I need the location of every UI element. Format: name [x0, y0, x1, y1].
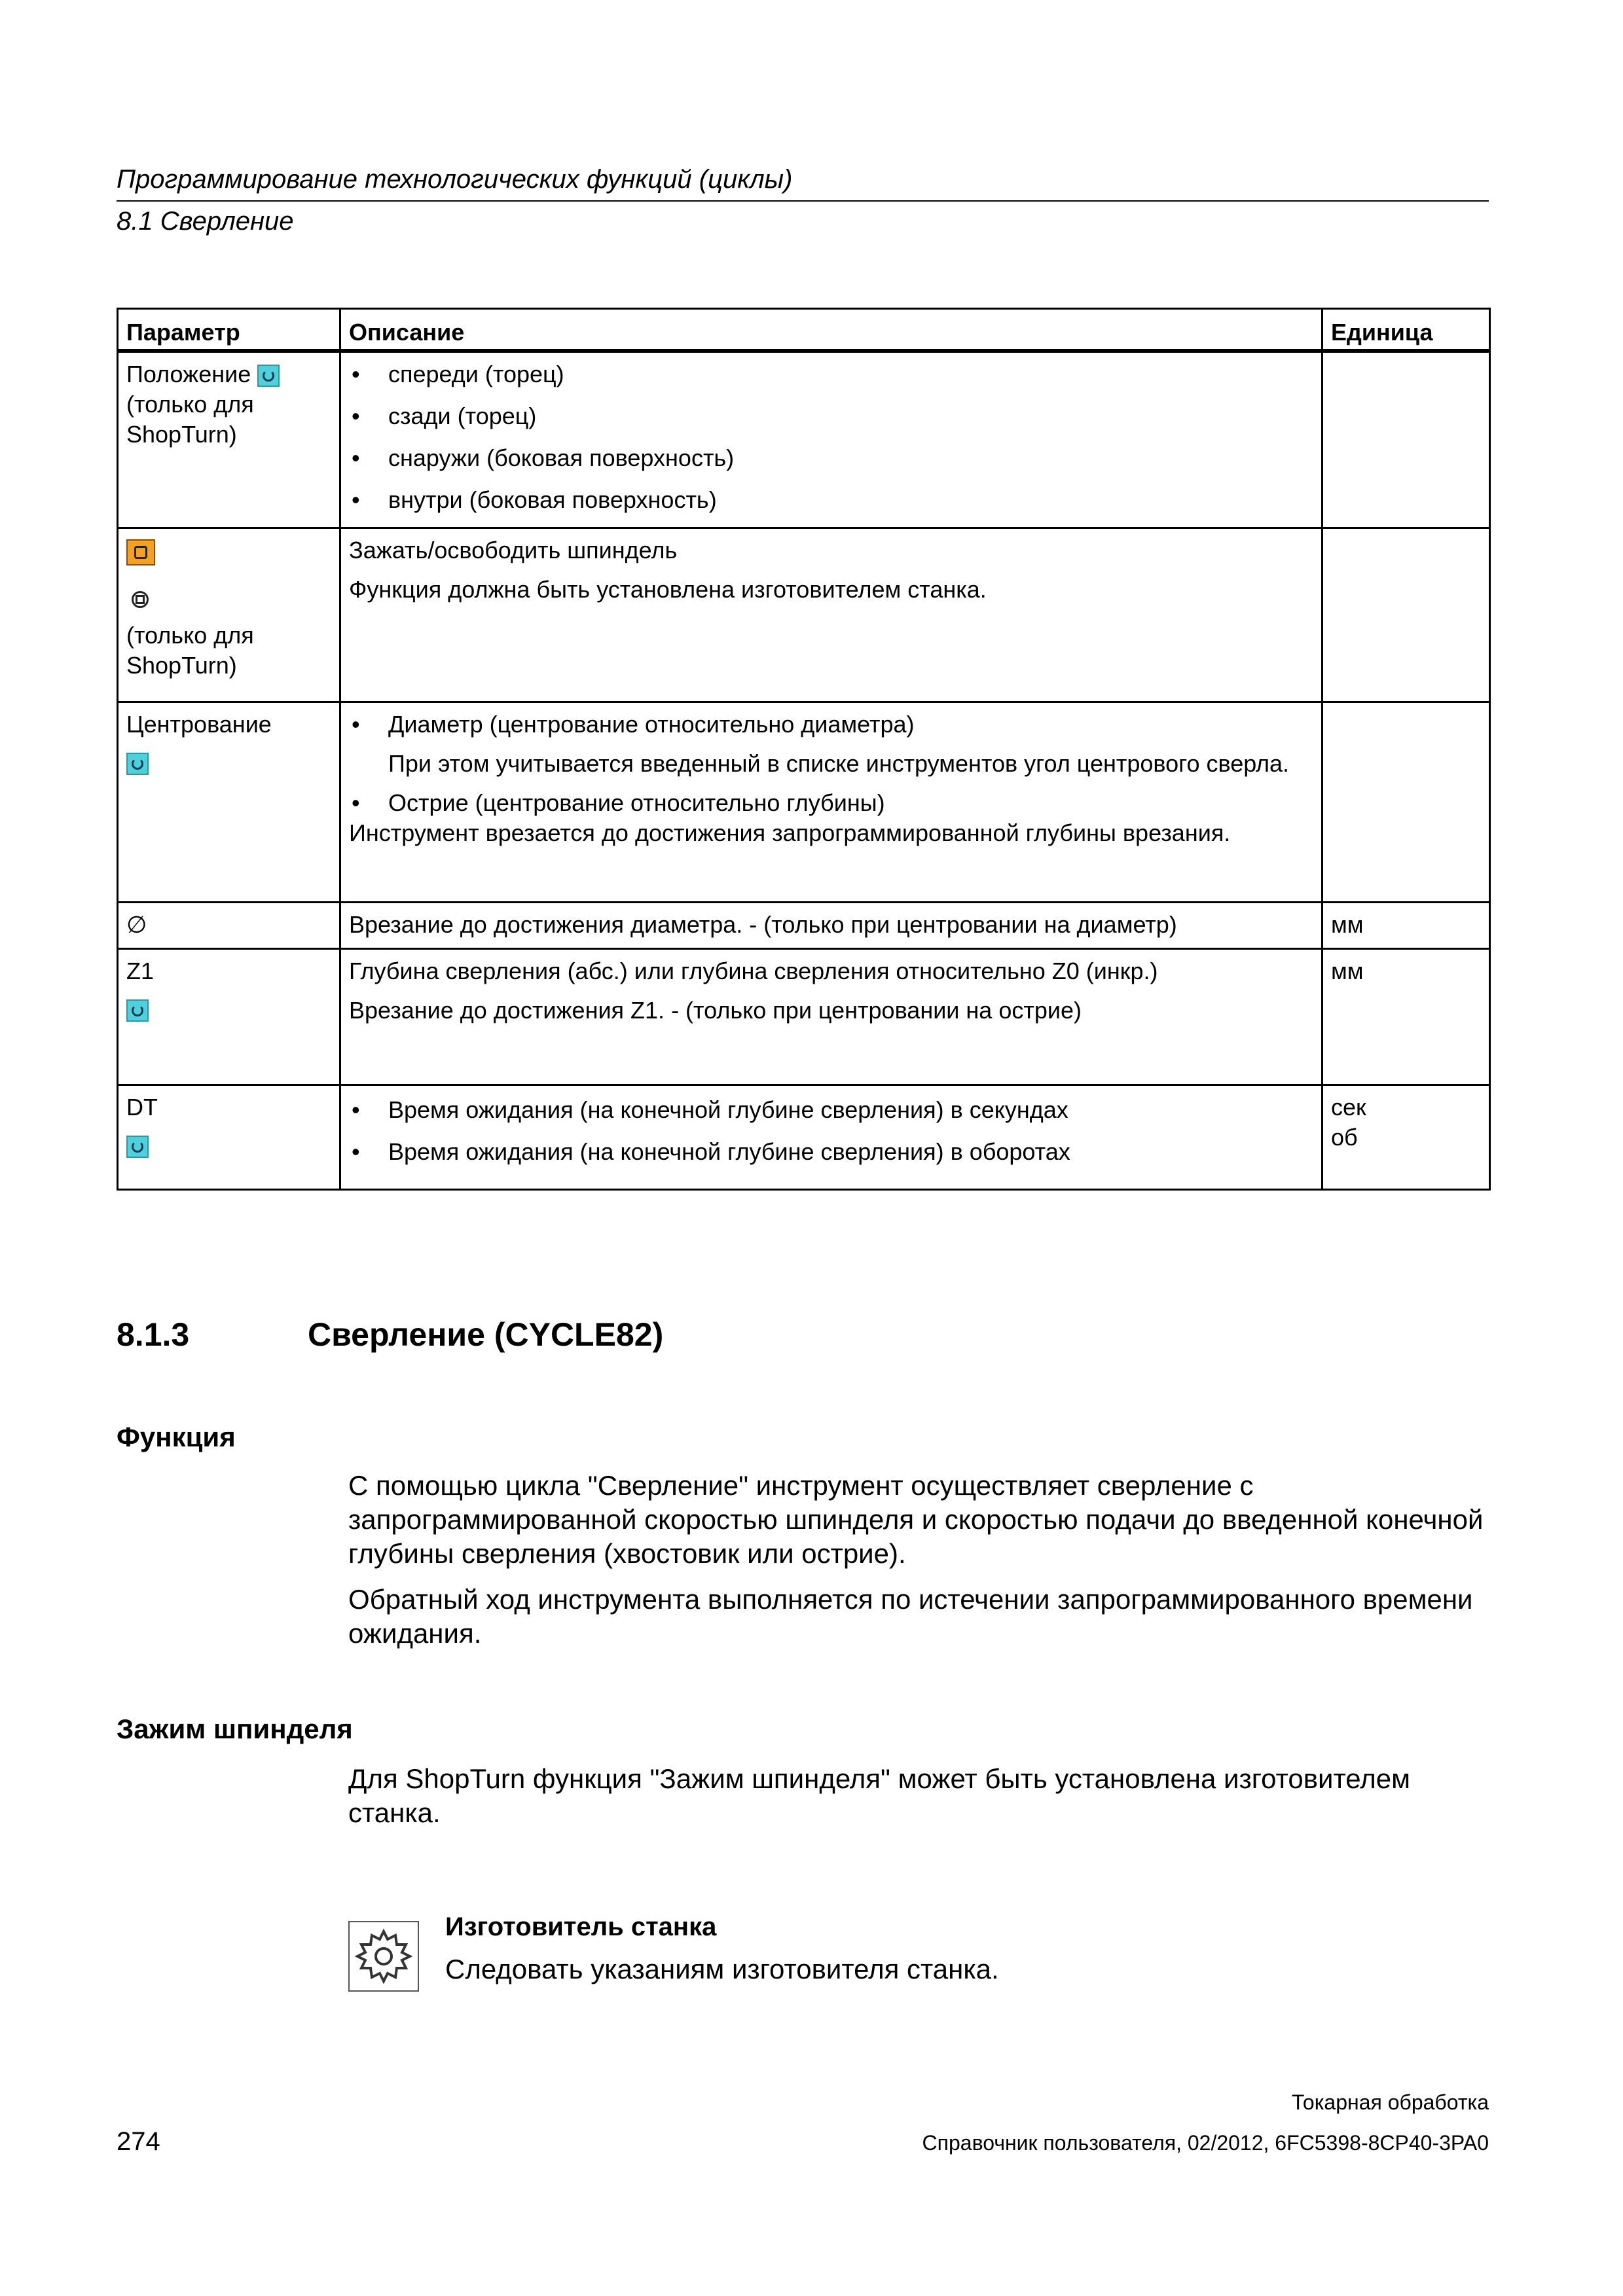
header-rule: [117, 200, 1489, 202]
param-cell: ∅: [118, 902, 340, 948]
parameter-table: [117, 308, 1491, 1191]
function-paragraph: С помощью цикла "Сверление" инструмент осуществляет сверление с запрограммированной скоростью шпинделя и скоростью подачи до введенной конечной глубины сверления (хвостовик или острие).: [348, 1470, 1484, 1569]
desc-line: Глубина сверления (абс.) или глубина сверления относительно Z0 (инкр.): [349, 957, 1158, 984]
param-cell: [118, 948, 340, 1085]
param-cell: [118, 1085, 340, 1189]
desc-line: Врезание до достижения Z1. - (только при центровании на острие): [349, 996, 1082, 1024]
desc-cell: [340, 351, 1322, 528]
desc-line: Функция должна быть установлена изготовителем станка.: [349, 575, 987, 603]
unit-cell: мм: [1322, 948, 1490, 1085]
chapter-title: Программирование технологических функций (циклы): [117, 165, 793, 194]
indented-note: При этом учитывается введенный в списке инструментов угол центрового сверла.: [388, 749, 1290, 777]
desc-cell: [340, 702, 1322, 902]
desc-cell: [340, 1085, 1322, 1189]
column-header-description: Описание: [340, 309, 1322, 351]
param-cell: [118, 351, 340, 528]
bullet-list: [349, 359, 1313, 515]
desc-cell: [340, 528, 1322, 702]
unit-cell: [1322, 528, 1490, 702]
desc-cell: [340, 948, 1322, 1085]
unit-cell: [1322, 1085, 1490, 1189]
table-row: [118, 351, 1490, 528]
function-paragraph: Обратный ход инструмента выполняется по истечении запрограммированного времени ожидания.: [348, 1584, 1473, 1649]
unit-cell: [1322, 702, 1490, 902]
param-note: (только для: [126, 621, 254, 649]
desc-line: Инструмент врезается до достижения запрограммированной глубины врезания.: [349, 819, 1231, 846]
list-item: • Диаметр (центрование относительно диаметра): [349, 709, 1313, 740]
column-header-parameter: Параметр: [118, 309, 340, 351]
footer-product: Токарная обработка: [1291, 2090, 1489, 2114]
param-cell: [118, 528, 340, 702]
param-centering: Центрование: [126, 710, 272, 738]
desc-cell: Врезание до достижения диаметра. - (только при центровании на диаметр): [340, 902, 1322, 948]
toggle-icon: [126, 999, 149, 1022]
column-header-unit: Единица: [1322, 309, 1490, 351]
bullet-list: [349, 1095, 1313, 1167]
table-row: [118, 528, 1490, 702]
table-header-row: [118, 309, 1490, 351]
table-row: [118, 702, 1490, 902]
spindle-clamp-paragraph: Для ShopTurn функция "Зажим шпинделя" может быть установлена изготовителем станка.: [348, 1763, 1410, 1828]
function-heading: Функция: [117, 1422, 236, 1452]
note-text: Следовать указаниям изготовителя станка.: [445, 1954, 999, 1984]
unit-cell: [1322, 351, 1490, 528]
list-item: • Острие (центрование относительно глубины): [349, 788, 1313, 818]
list-item: • внутри (боковая поверхность): [349, 485, 1313, 515]
bullet-list: [349, 709, 1313, 740]
list-item: • сзади (торец): [349, 401, 1313, 431]
page-number: 274: [117, 2127, 160, 2156]
param-note: ShopTurn): [126, 421, 237, 448]
list-item: • снаружи (боковая поверхность): [349, 443, 1313, 473]
list-item: • Время ожидания (на конечной глубине сверления) в оборотах: [349, 1137, 1313, 1167]
gear-icon: [348, 1921, 419, 1992]
table-row: [118, 902, 1490, 948]
param-dt: DT: [126, 1093, 158, 1121]
toggle-icon: [126, 753, 149, 775]
toggle-icon: [126, 1136, 149, 1158]
table-row: [118, 948, 1490, 1085]
section-number: 8.1.3: [117, 1316, 190, 1353]
unit-seconds: сек: [1331, 1093, 1366, 1121]
param-note: (только для: [126, 391, 254, 418]
bullet-list: [349, 788, 1313, 818]
spindle-release-icon: [126, 587, 155, 613]
param-z1: Z1: [126, 957, 155, 984]
list-item: • спереди (торец): [349, 359, 1313, 389]
footer-document: Справочник пользователя, 02/2012, 6FC5398-8CP40-3PA0: [922, 2131, 1489, 2155]
param-position: Положение: [126, 361, 251, 387]
table-row: [118, 1085, 1490, 1189]
section-heading: Сверление (CYCLE82): [308, 1316, 664, 1353]
toggle-icon: [257, 365, 280, 387]
spindle-clamp-heading: Зажим шпинделя: [117, 1713, 353, 1744]
param-cell: [118, 702, 340, 902]
note-title: Изготовитель станка: [445, 1912, 717, 1941]
section-title: 8.1 Сверление: [117, 207, 294, 236]
desc-line: Зажать/освободить шпиндель: [349, 536, 678, 564]
unit-cell: мм: [1322, 902, 1490, 948]
spindle-clamp-icon: [126, 539, 155, 565]
param-note: ShopTurn): [126, 651, 237, 679]
unit-revolutions: об: [1331, 1123, 1358, 1151]
list-item: • Время ожидания (на конечной глубине сверления) в секундах: [349, 1095, 1313, 1125]
